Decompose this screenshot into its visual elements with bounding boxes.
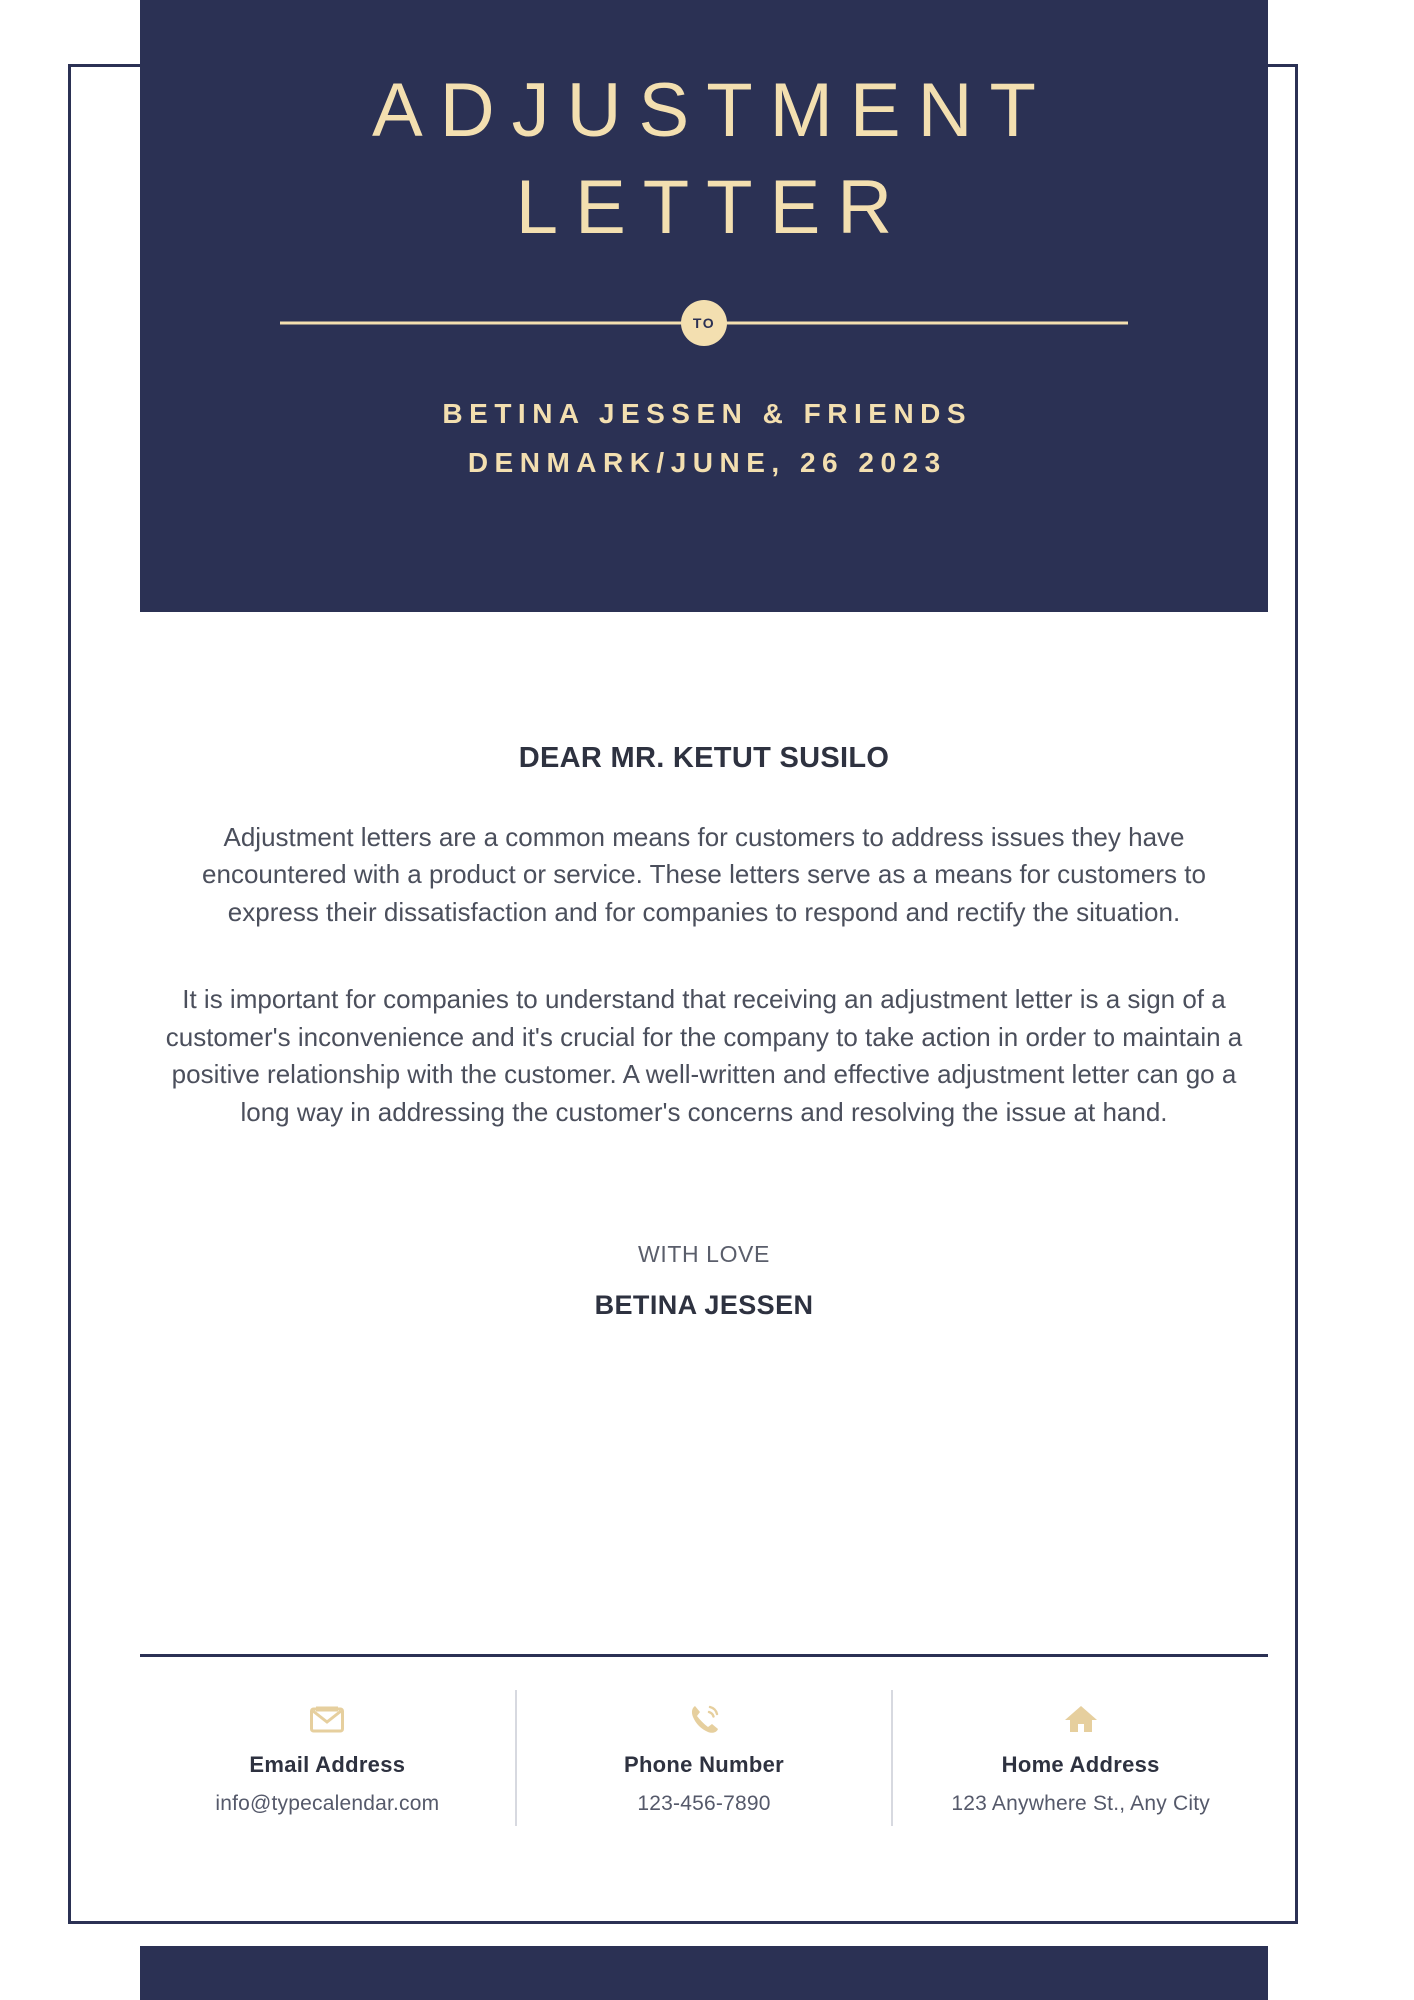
footer-band <box>140 1946 1268 2000</box>
recipient-line-1: BETINA JESSEN & FRIENDS <box>442 397 973 429</box>
contact-value[interactable]: info@typecalendar.com <box>215 1792 440 1815</box>
contact-bar <box>140 1690 1268 1826</box>
contact-item-address <box>891 1690 1268 1826</box>
to-badge: TO <box>681 300 727 346</box>
contact-value[interactable]: 123-456-7890 <box>637 1792 771 1815</box>
body-paragraph-2: It is important for companies to understand that receiving an adjustment letter is a sign of a customer's inconvenience and it's crucial for the company to take action in order to maintain a positive relationship with the customer. A well-written and effective adjustment letter can go a long way in addressing the customer's concerns and resolving the issue at hand. <box>165 984 1243 1127</box>
page-title-line-1: ADJUSTMENT <box>372 68 1053 153</box>
phone-icon <box>688 1696 720 1742</box>
signoff-text: WITH LOVE <box>638 1241 770 1268</box>
contact-item-email <box>140 1690 515 1826</box>
recipient-line-2: DENMARK/JUNE, 26 2023 <box>467 446 947 478</box>
envelope-icon <box>310 1696 344 1742</box>
contact-label: Phone Number <box>623 1752 785 1777</box>
contact-label: Email Address <box>249 1752 406 1777</box>
page-title-line-2: LETTER <box>515 165 910 251</box>
letter-header <box>140 0 1268 612</box>
title-divider <box>280 295 1128 351</box>
contact-value: 123 Anywhere St., Any City <box>951 1792 1210 1815</box>
contact-item-phone <box>515 1690 892 1826</box>
home-icon <box>1064 1696 1098 1742</box>
salutation: DEAR MR. KETUT SUSILO <box>518 742 890 774</box>
body-paragraph-1: Adjustment letters are a common means for customers to address issues they have encountered with a product or service. These letters serve as a means for customers to express their dissatisfaction and for companies to respond and rectify the situation. <box>202 822 1206 927</box>
letter-body <box>140 612 1268 1321</box>
contact-label: Home Address <box>1001 1752 1160 1777</box>
signer-name: BETINA JESSEN <box>594 1290 814 1321</box>
contact-divider-rule <box>140 1654 1268 1657</box>
